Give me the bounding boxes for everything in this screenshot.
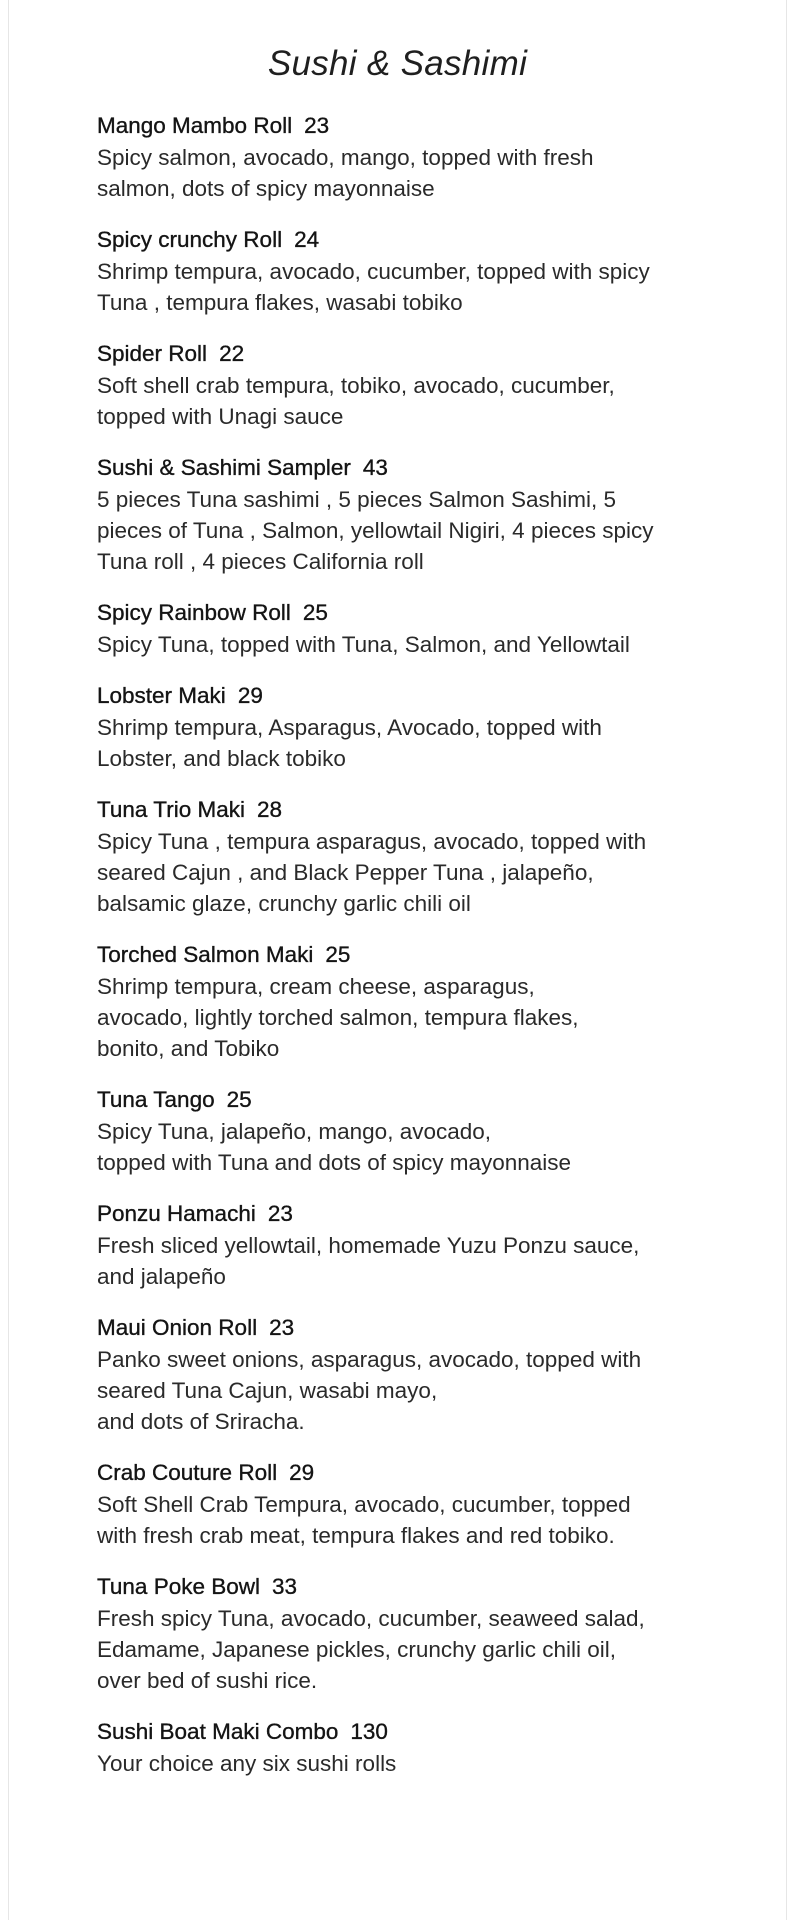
menu-item-name: Spicy crunchy Roll xyxy=(97,227,283,252)
menu-item-header xyxy=(97,597,737,629)
menu-item xyxy=(97,794,737,919)
menu-item-price: 23 xyxy=(267,1201,293,1226)
menu-item xyxy=(97,224,737,318)
menu-item-price: 23 xyxy=(304,113,330,138)
menu-item-header xyxy=(97,338,737,370)
menu-item-name: Sushi & Sashimi Sampler xyxy=(97,455,351,480)
menu-item-header xyxy=(97,1084,737,1116)
menu-item-price: 25 xyxy=(302,600,328,625)
menu-item-description: Soft Shell Crab Tempura, avocado, cucumber, topped with fresh crab meat, tempura flakes and red tobiko. xyxy=(97,1492,631,1548)
menu-item-price: 22 xyxy=(219,341,245,366)
menu-item-header xyxy=(97,1716,737,1748)
menu-item-header xyxy=(97,110,737,142)
menu-item-price: 130 xyxy=(350,1719,388,1744)
menu-item-price: 33 xyxy=(272,1574,298,1599)
menu-item-header xyxy=(97,1457,737,1489)
menu-item-description: Shrimp tempura, avocado, cucumber, topped with spicy Tuna , tempura flakes, wasabi tobiko xyxy=(97,259,650,315)
menu-item xyxy=(97,597,737,660)
menu-item xyxy=(97,1198,737,1292)
menu-item-name: Sushi Boat Maki Combo xyxy=(97,1719,339,1744)
menu-item-description: Shrimp tempura, Asparagus, Avocado, topped with Lobster, and black tobiko xyxy=(97,715,602,771)
menu-item-name: Torched Salmon Maki xyxy=(97,942,314,967)
menu-item-price: 25 xyxy=(325,942,351,967)
menu-item-description: Panko sweet onions, asparagus, avocado, topped with seared Tuna Cajun, wasabi mayo, and dots of Sriracha. xyxy=(97,1347,642,1434)
menu-item-name: Tuna Tango xyxy=(97,1087,215,1112)
menu-item-price: 29 xyxy=(289,1460,315,1485)
menu-item-header xyxy=(97,1198,737,1230)
menu-item-name: Mango Mambo Roll xyxy=(97,113,293,138)
menu-item-header xyxy=(97,224,737,256)
menu-item-price: 23 xyxy=(269,1315,295,1340)
menu-item-name: Tuna Poke Bowl xyxy=(97,1574,261,1599)
menu-item xyxy=(97,1457,737,1551)
menu-item-price: 25 xyxy=(226,1087,252,1112)
menu-item-header xyxy=(97,680,737,712)
menu-item-description: Shrimp tempura, cream cheese, asparagus, avocado, lightly torched salmon, tempura flakes, bonito, and Tobiko xyxy=(97,974,579,1061)
menu-item-name: Maui Onion Roll xyxy=(97,1315,258,1340)
menu-item-description: Spicy Tuna, topped with Tuna, Salmon, and Yellowtail xyxy=(97,632,630,657)
menu-item-header xyxy=(97,452,737,484)
menu-item-description: 5 pieces Tuna sashimi , 5 pieces Salmon Sashimi, 5 pieces of Tuna , Salmon, yellowtail Nigiri, 4 pieces spicy Tuna roll , 4 pieces California roll xyxy=(97,487,654,574)
menu-item-name: Crab Couture Roll xyxy=(97,1460,278,1485)
menu-item xyxy=(97,1084,737,1178)
menu-item-price: 29 xyxy=(237,683,263,708)
menu-item-description: Spicy Tuna, jalapeño, mango, avocado, topped with Tuna and dots of spicy mayonnaise xyxy=(97,1119,572,1175)
menu-item xyxy=(97,452,737,577)
menu-item xyxy=(97,1571,737,1696)
menu-item xyxy=(97,680,737,774)
menu-item-description: Fresh sliced yellowtail, homemade Yuzu Ponzu sauce, and jalapeño xyxy=(97,1233,640,1289)
menu-item-name: Tuna Trio Maki xyxy=(97,797,245,822)
menu-item-price: 28 xyxy=(256,797,282,822)
menu-item-price: 24 xyxy=(294,227,320,252)
menu-item-header xyxy=(97,794,737,826)
menu-item xyxy=(97,939,737,1064)
menu-item-name: Lobster Maki xyxy=(97,683,226,708)
menu-item xyxy=(97,1312,737,1437)
menu-item-description: Spicy salmon, avocado, mango, topped with fresh salmon, dots of spicy mayonnaise xyxy=(97,145,594,201)
menu-item xyxy=(97,110,737,204)
menu-item-description: Spicy Tuna , tempura asparagus, avocado, topped with seared Cajun , and Black Pepper Tuna , jalapeño, balsamic glaze, crunchy garlic chili oil xyxy=(97,829,647,916)
menu-item-description: Soft shell crab tempura, tobiko, avocado, cucumber, topped with Unagi sauce xyxy=(97,373,615,429)
menu-item xyxy=(97,1716,737,1779)
menu-item-header xyxy=(97,1571,737,1603)
menu-item-header xyxy=(97,1312,737,1344)
menu-item-name: Spider Roll xyxy=(97,341,208,366)
menu-item-name: Spicy Rainbow Roll xyxy=(97,600,291,625)
menu-list xyxy=(97,110,737,1799)
menu-item-description: Fresh spicy Tuna, avocado, cucumber, seaweed salad, Edamame, Japanese pickles, crunchy garlic chili oil, over bed of sushi rice. xyxy=(97,1606,645,1693)
menu-item-name: Ponzu Hamachi xyxy=(97,1201,256,1226)
menu-page xyxy=(8,0,787,1920)
menu-item-header xyxy=(97,939,737,971)
menu-title: Sushi & Sashimi xyxy=(267,44,528,83)
menu-item xyxy=(97,338,737,432)
menu-item-price: 43 xyxy=(362,455,388,480)
menu-item-description: Your choice any six sushi rolls xyxy=(97,1751,397,1776)
